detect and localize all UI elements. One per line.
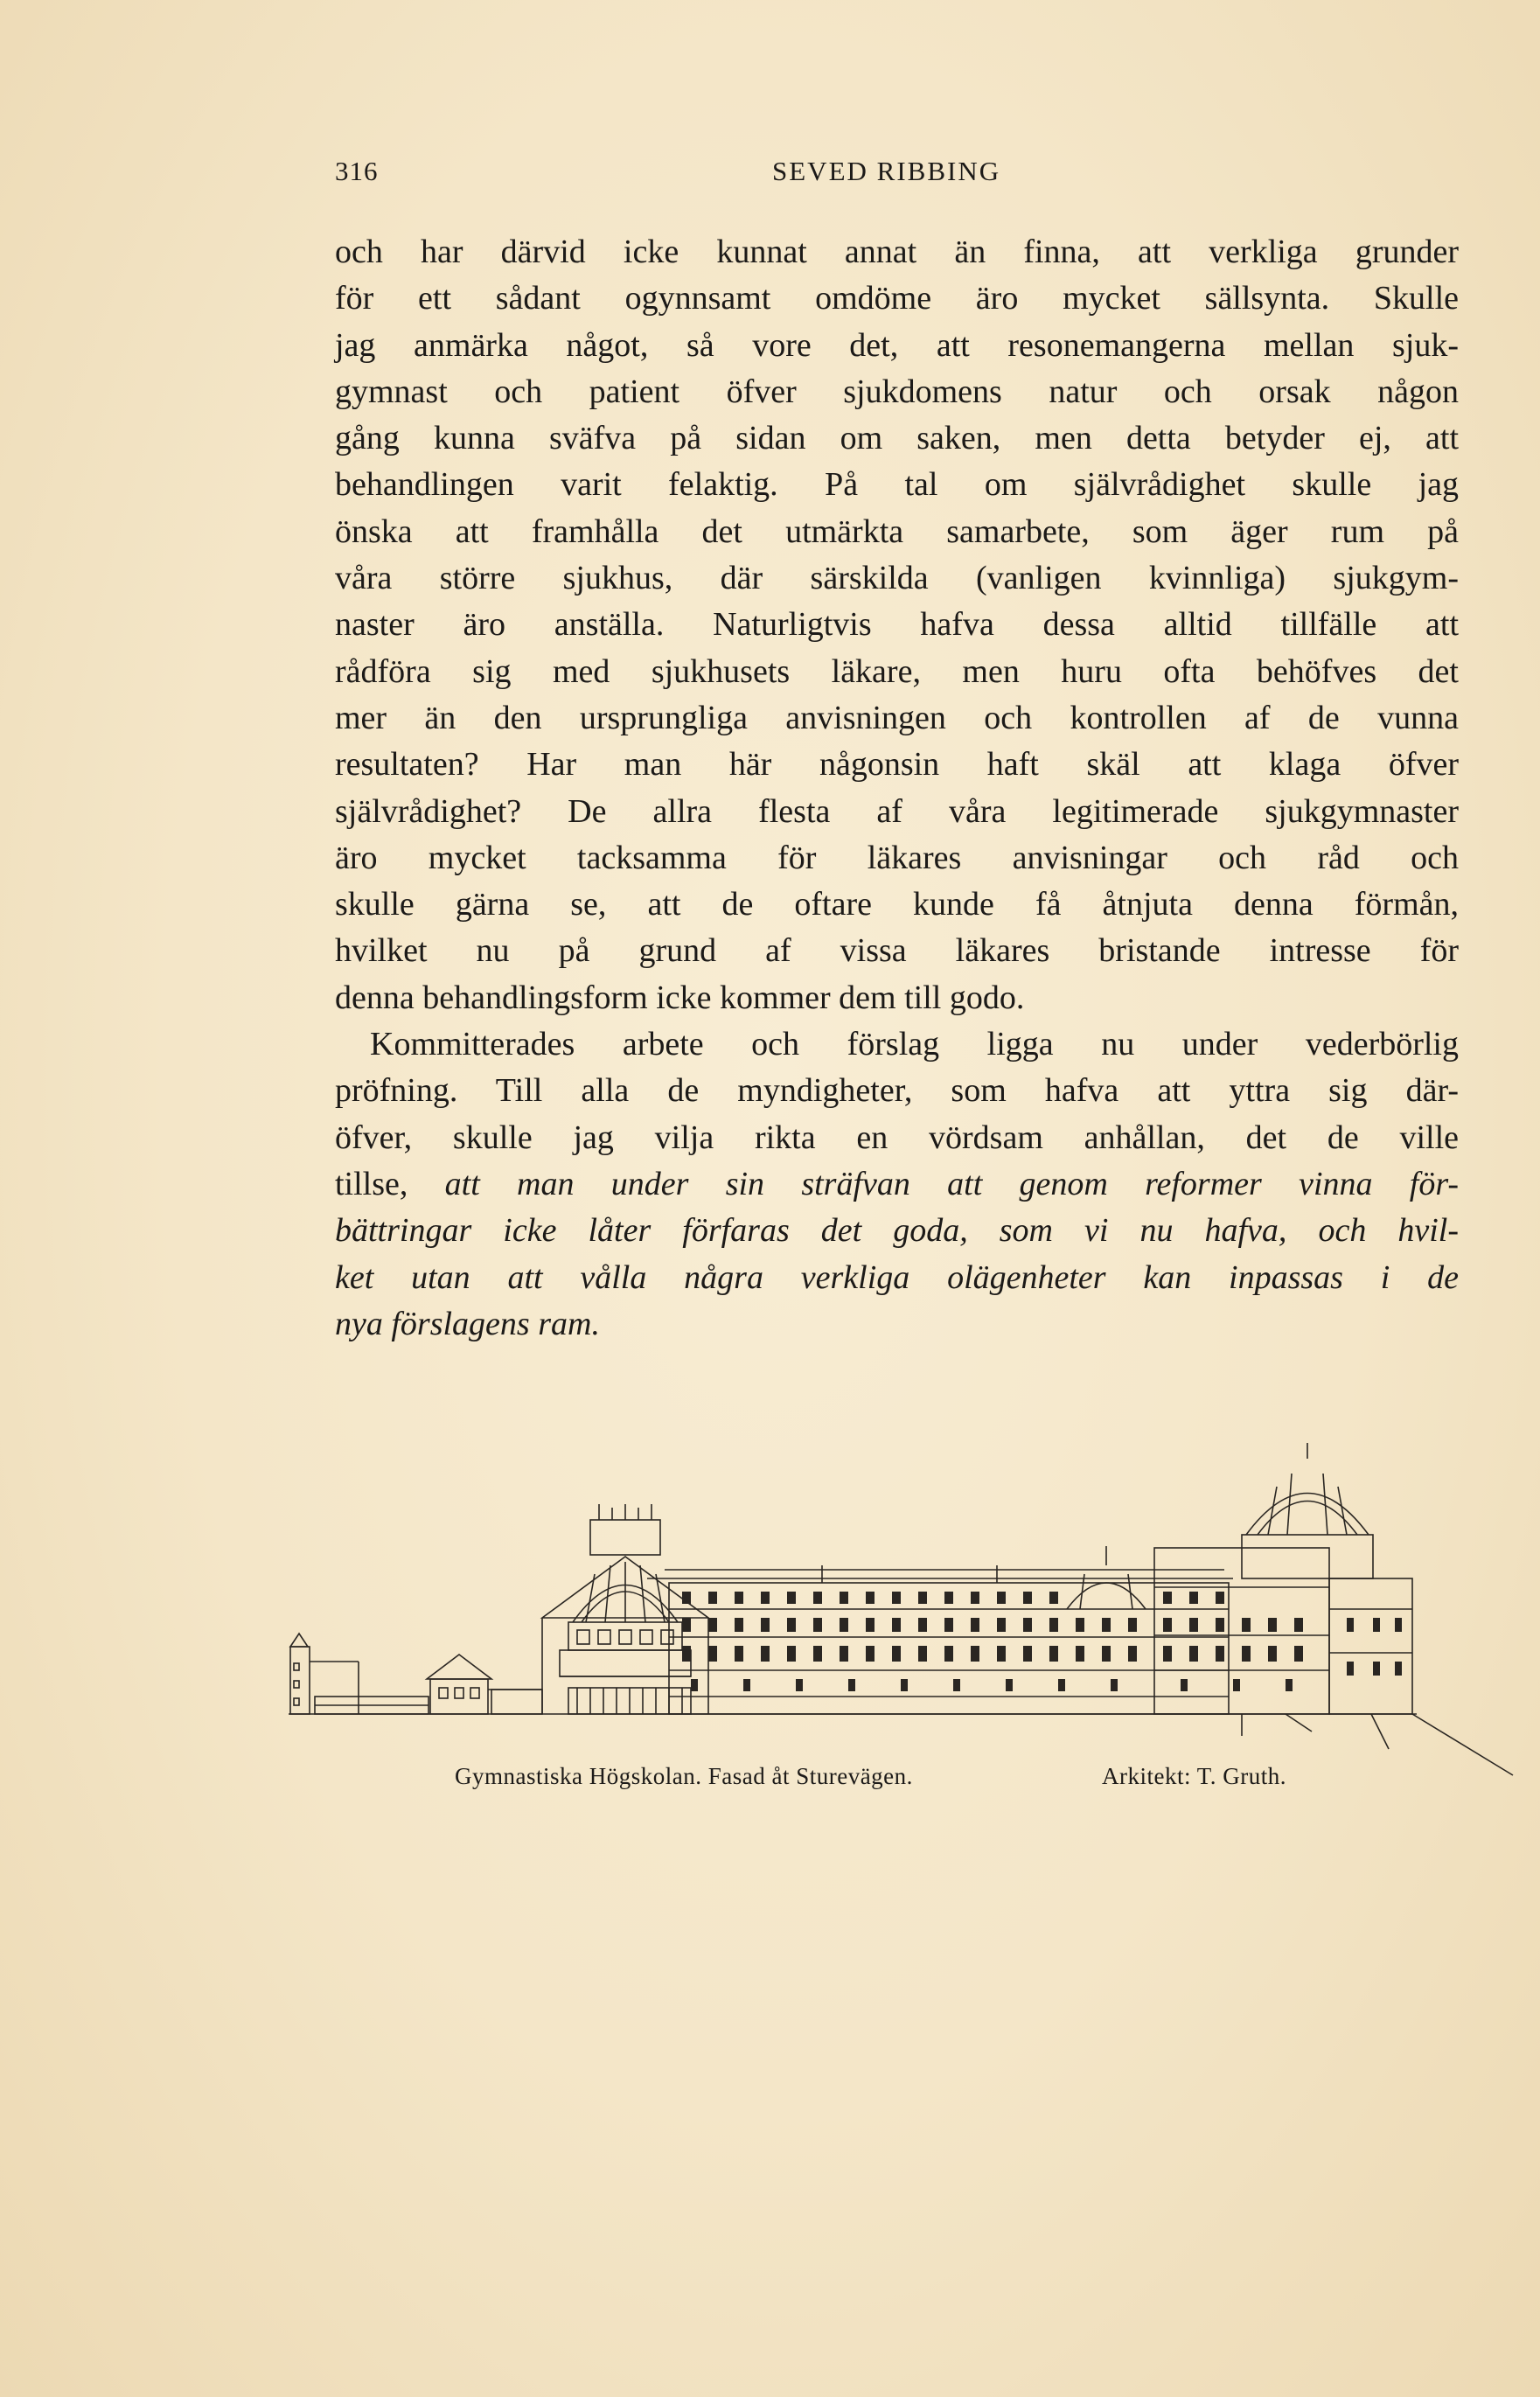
text-line: pröfning. Till alla de myndigheter, som hafva att yttra sig där- (335, 1072, 1459, 1110)
body-text (335, 229, 1459, 1348)
building-facade-illustration (280, 1434, 1522, 1784)
text-line: mer än den ursprungliga anvisningen och kontrollen af de vunna (335, 699, 1459, 736)
running-head (335, 156, 1472, 199)
text-line: och har därvid icke kunnat annat än finna, att verkliga grunder (335, 233, 1459, 270)
text-line: öfver, skulle jag vilja rikta en vördsam anhållan, det de ville (335, 1118, 1459, 1156)
emphasis-line: ket utan att vålla några verkliga olägenheter kan inpassas i de (335, 1258, 1459, 1296)
plain-fragment: tillse, (335, 1165, 445, 1202)
text-line: naster äro anställa. Naturligtvis hafva dessa alltid tillfälle att (335, 606, 1459, 644)
caption-title: Gymnastiska Högskolan. Fasad åt Sturevägen. (455, 1763, 913, 1789)
emphasis-line: nya förslagens ram. (335, 1305, 600, 1342)
figure-caption (455, 1763, 1417, 1798)
text-line: hvilket nu på grund af vissa läkares bristande intresse för (335, 932, 1459, 970)
text-line: äro mycket tacksamma för läkares anvisningar och råd och (335, 839, 1459, 876)
paragraph-end-line: denna behandlingsform icke kommer dem till godo. (335, 979, 1025, 1016)
text-line: resultaten? Har man här någonsin haft skäl att klaga öfver (335, 746, 1459, 784)
page-number: 316 (335, 156, 379, 186)
emphasis-line: bättringar icke låter förfaras det goda, som vi nu hafva, och hvil- (335, 1212, 1459, 1250)
text-line: självrådighet? De allra flesta af våra legitimerade sjukgymnaster (335, 792, 1459, 830)
running-title: SEVED RIBBING (772, 156, 1001, 186)
emphasis-fragment: att man under sin sträfvan att genom reformer vinna för- (444, 1165, 1460, 1202)
text-line: för ett sådant ogynnsamt omdöme äro mycket sällsynta. Skulle (335, 280, 1459, 317)
text-line: rådföra sig med sjukhusets läkare, men huru ofta behöfves det (335, 652, 1459, 690)
text-line: gymnast och patient öfver sjukdomens natur och orsak någon (335, 373, 1459, 410)
text-line: gång kunna sväfva på sidan om saken, men detta betyder ej, att (335, 420, 1459, 457)
mixed-text-line (335, 1161, 1459, 1208)
text-line: önska att framhålla det utmärkta samarbete, som äger rum på (335, 512, 1459, 550)
text-line: skulle gärna se, att de oftare kunde få åtnjuta denna förmån, (335, 886, 1459, 923)
text-line: jag anmärka något, så vore det, att resonemangerna mellan sjuk- (335, 326, 1459, 364)
paragraph-start-line: Kommitterades arbete och förslag ligga nu under vederbörlig (370, 1026, 1459, 1063)
caption-architect: Arkitekt: T. Gruth. (1102, 1763, 1286, 1789)
text-line: behandlingen varit felaktig. På tal om självrådighet skulle jag (335, 466, 1459, 504)
text-line: våra större sjukhus, där särskilda (vanligen kvinnliga) sjukgym- (335, 560, 1459, 597)
